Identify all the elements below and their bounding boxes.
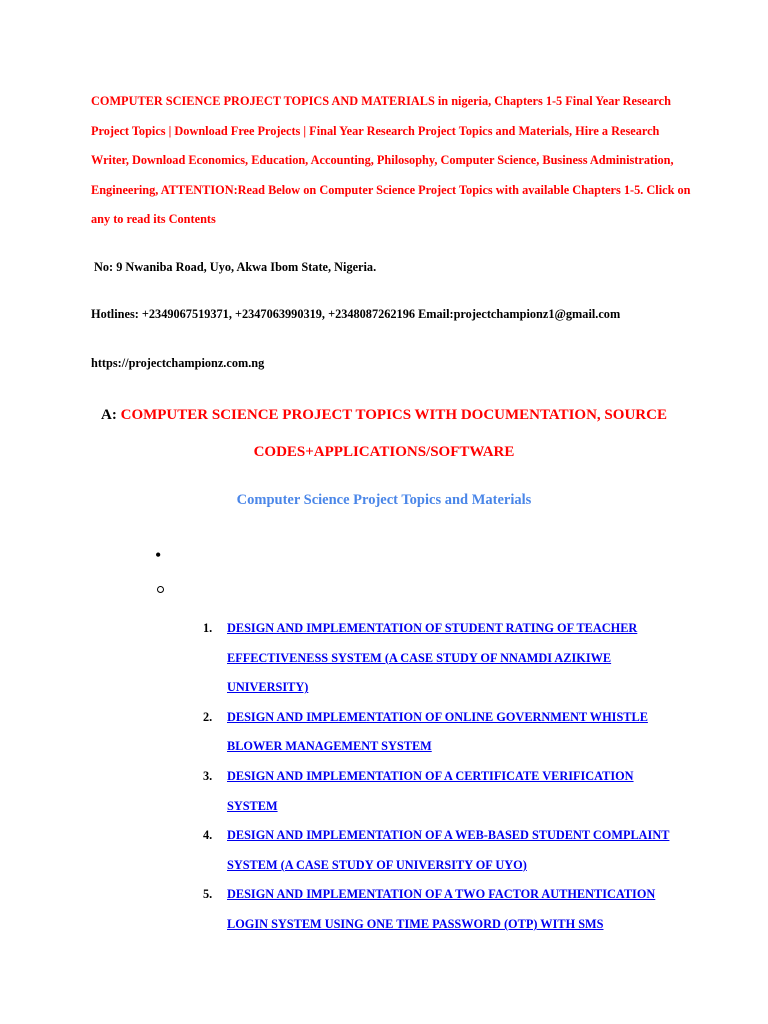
- topic-number: 1.: [203, 621, 213, 635]
- topic-item-1: [0, 614, 677, 703]
- topic-link-2[interactable]: DESIGN AND IMPLEMENTATION OF ONLINE GOVERNMENT WHISTLE BLOWER MANAGEMENT SYSTEM: [227, 709, 648, 754]
- intro-paragraph: COMPUTER SCIENCE PROJECT TOPICS AND MATERIALS in nigeria, Chapters 1-5 Final Year Research Project Topics | Download Free Projects | Final Year Research Project Topics and Materials, Hire a Research Writer, Download Economics, Education, Accounting, Philosophy, Computer Science, Business Administration, Engineering, ATTENTION:Read Below on Computer Science Project Topics with available Chapters 1-5. Click on any to read its Contents: [91, 94, 691, 227]
- website-line: https://projectchampionz.com.ng: [91, 356, 265, 370]
- topic-item-5: [0, 880, 677, 939]
- topic-link-1[interactable]: DESIGN AND IMPLEMENTATION OF STUDENT RATING OF TEACHER EFFECTIVENESS SYSTEM (A CASE STUDY OF NNAMDI AZIKIWE UNIVERSITY): [227, 621, 638, 695]
- topic-number: 4.: [203, 828, 213, 843]
- topic-link-3[interactable]: DESIGN AND IMPLEMENTATION OF A CERTIFICATE VERIFICATION SYSTEM: [227, 768, 634, 813]
- section-heading: [60, 397, 708, 471]
- topic-number: 2.: [203, 709, 213, 724]
- hotlines-line: Hotlines: +2349067519371, +2347063990319, +2348087262196 Email:projectchampionz1@gmail.com: [91, 307, 621, 321]
- address-line: No: 9 Nwaniba Road, Uyo, Akwa Ibom State, Nigeria.: [94, 260, 377, 274]
- topic-item-4: [0, 821, 677, 880]
- topic-link-4[interactable]: DESIGN AND IMPLEMENTATION OF A WEB-BASED STUDENT COMPLAINT SYSTEM (A CASE STUDY OF UNIVERSITY OF UYO): [227, 828, 670, 872]
- disc-bullet: •: [155, 545, 162, 565]
- section-prefix: A:: [101, 407, 121, 423]
- topic-item-2: [0, 703, 677, 762]
- topic-item-3: [0, 762, 677, 821]
- circle-bullet-icon: [157, 586, 164, 593]
- section-subheading: Computer Science Project Topics and Materials: [236, 492, 532, 508]
- topic-link-5[interactable]: DESIGN AND IMPLEMENTATION OF A TWO FACTOR AUTHENTICATION LOGIN SYSTEM USING ONE TIME PASSWORD (OTP) WITH SMS: [227, 887, 656, 931]
- topic-number: 3.: [203, 768, 213, 783]
- topic-list: [0, 614, 768, 940]
- section-heading-text: COMPUTER SCIENCE PROJECT TOPICS WITH DOCUMENTATION, SOURCE CODES+APPLICATIONS/SOFTWARE: [120, 407, 667, 460]
- topic-number: 5.: [203, 887, 213, 902]
